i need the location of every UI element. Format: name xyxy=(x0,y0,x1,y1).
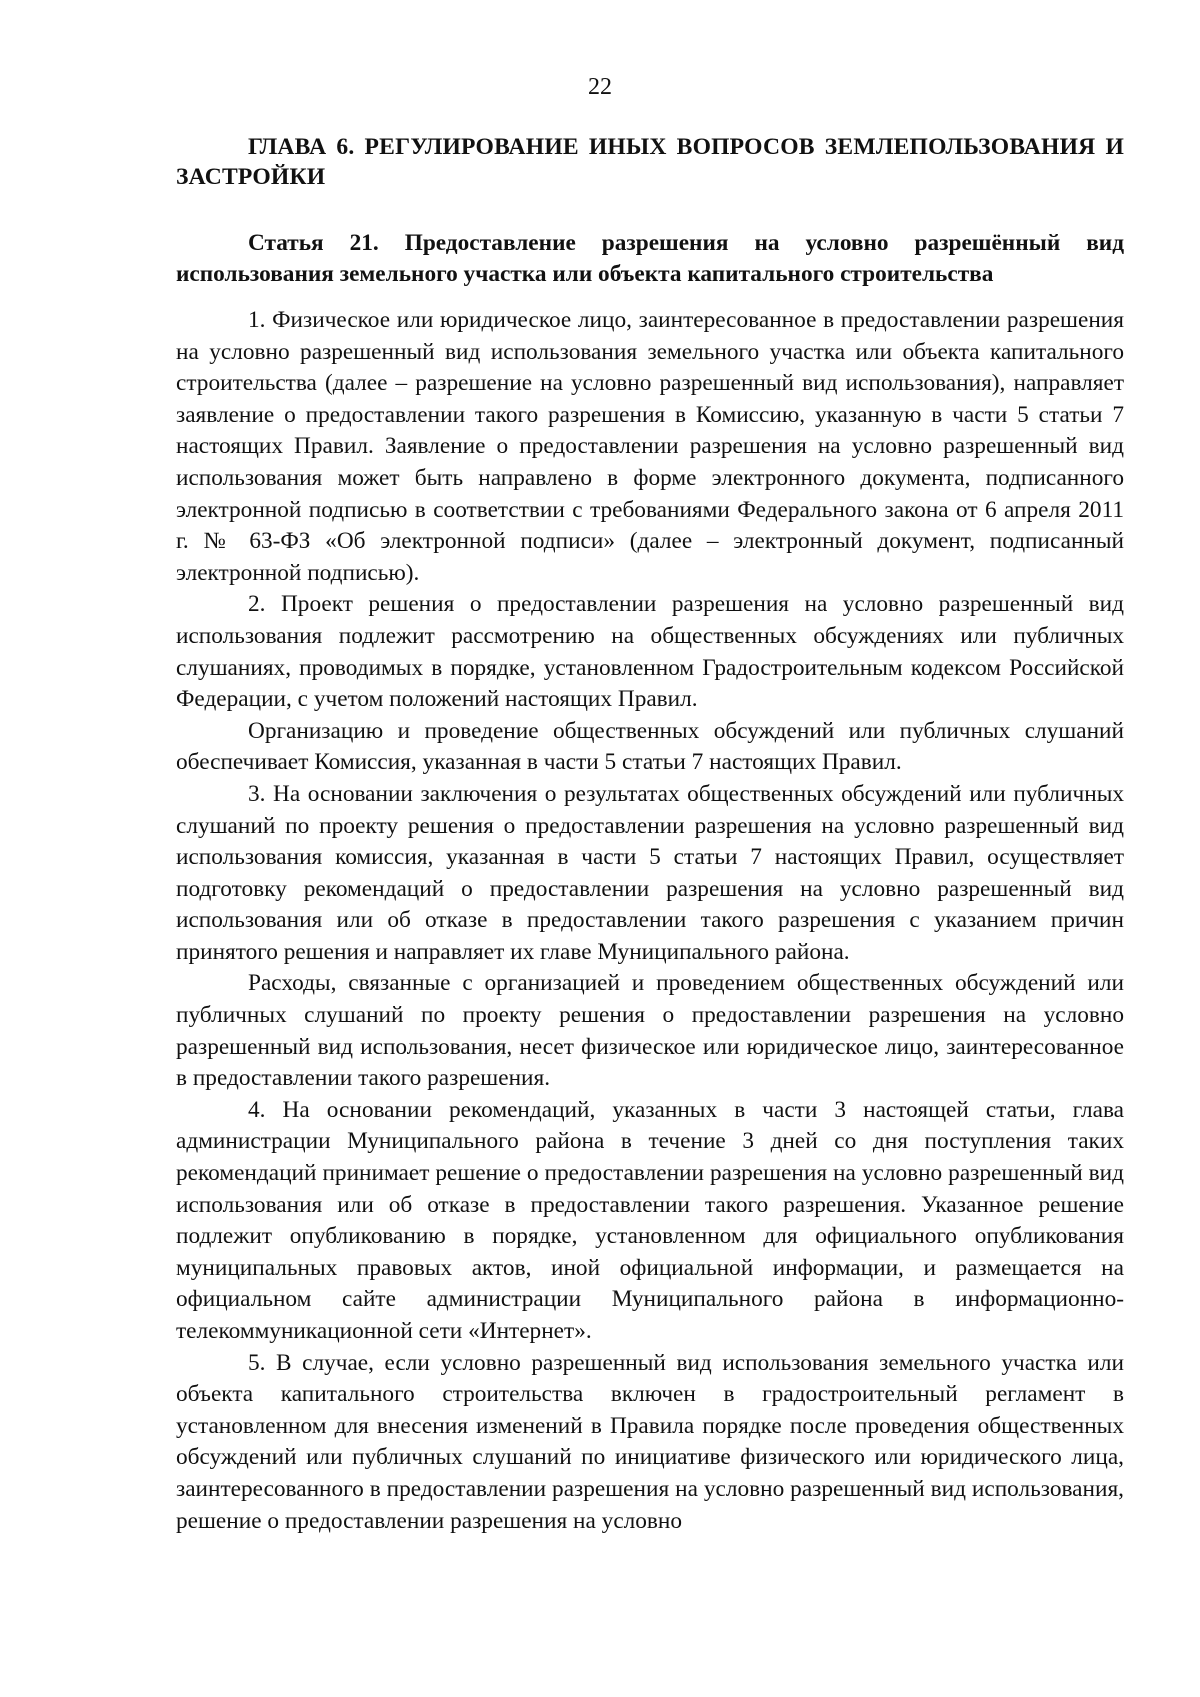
article-title: Статья 21. Предоставление разрешения на условно разрешённый вид использования земельного участка или объекта капитального строительства xyxy=(176,230,1124,287)
paragraph-2: 2. Проект решения о предоставлении разрешения на условно разрешенный вид использования подлежит рассмотрению на общественных обсуждениях или публичных слушаниях, проводимых в порядке, установленном Градостроительным кодексом Российской Федерации, с учетом положений настоящих Правил. xyxy=(176,591,1124,713)
paragraph-2-continuation: Организацию и проведение общественных обсуждений или публичных слушаний обеспечивает Комиссия, указанная в части 5 статьи 7 настоящих Правил. xyxy=(176,717,1124,776)
paragraph-5: 5. В случае, если условно разрешенный вид использования земельного участка или объекта капитального строительства включен в градостроительный регламент в установленном для внесения изменений в Правила порядке после проведения общественных обсуждений или публичных слушаний по инициативе физического или юридического лица, заинтересованного в предоставлении разрешения на условно разрешенный вид использования, решение о предоставлении разрешения на условно xyxy=(176,1349,1124,1534)
paragraph-1: 1. Физическое или юридическое лицо, заинтересованное в предоставлении разрешения на условно разрешенный вид использования земельного участка или объекта капитального строительства (далее – разрешение на условно разрешенный вид использования), направляет заявление о предоставлении такого разрешения в Комиссию, указанную в части 5 статьи 7 настоящих Правил. Заявление о предоставлении разрешения на условно разрешенный вид использования может быть направлено в форме электронного документа, подписанного электронной подписью в соответствии с требованиями Федерального закона от 6 апреля 2011 г. № 63-ФЗ «Об электронной подписи» (далее – электронный документ, подписанный электронной подписью). xyxy=(176,307,1124,586)
paragraph-4: 4. На основании рекомендаций, указанных в части 3 настоящей статьи, глава администрации Муниципального района в течение 3 дней со дня поступления таких рекомендаций принимает решение о предоставлении разрешения на условно разрешенный вид использования или об отказе в предоставлении такого разрешения. Указанное решение подлежит опубликованию в порядке, установленном для официального опубликования муниципальных правовых актов, иной официальной информации, и размещается на официальном сайте администрации Муниципального района в информационно-телекоммуникационной сети «Интернет». xyxy=(176,1096,1124,1344)
page-content xyxy=(176,132,1124,1537)
paragraph-3-continuation: Расходы, связанные с организацией и проведением общественных обсуждений или публичных слушаний по проекту решения о предоставлении разрешения на условно разрешенный вид использования, несет физическое или юридическое лицо, заинтересованное в предоставлении такого разрешения. xyxy=(176,970,1124,1092)
page-number: 22 xyxy=(588,74,612,100)
chapter-title: ГЛАВА 6. РЕГУЛИРОВАНИЕ ИНЫХ ВОПРОСОВ ЗЕМЛЕПОЛЬЗОВАНИЯ И ЗАСТРОЙКИ xyxy=(176,134,1124,190)
paragraph-3: 3. На основании заключения о результатах общественных обсуждений или публичных слушаний по проекту решения о предоставлении разрешения на условно разрешенный вид использования комиссия, указанная в части 5 статьи 7 настоящих Правил, осуществляет подготовку рекомендаций о предоставлении разрешения на условно разрешенный вид использования или об отказе в предоставлении такого разрешения с указанием причин принятого решения и направляет их главе Муниципального района. xyxy=(176,780,1124,965)
